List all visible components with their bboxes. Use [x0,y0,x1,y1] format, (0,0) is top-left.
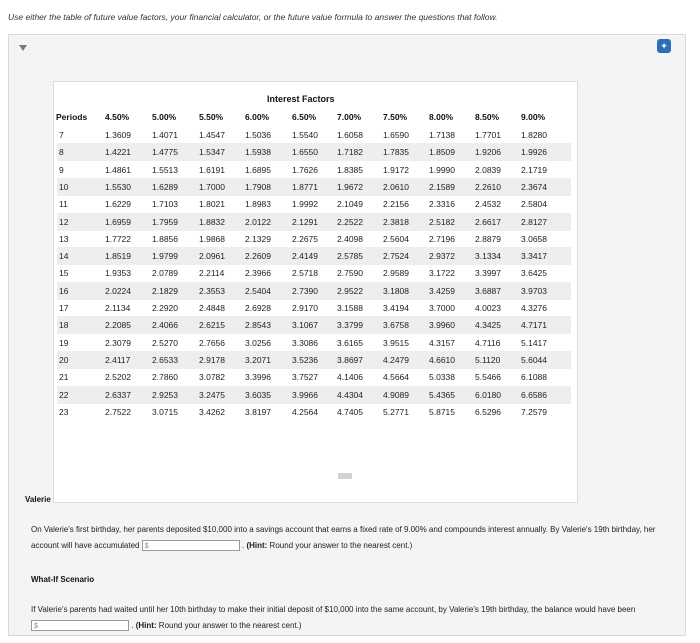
hint-text: Round your answer to the nearest cent.) [156,621,302,630]
factor-cell: 1.7626 [292,164,318,175]
table-header-row [9,112,609,124]
factor-cell: 2.1134 [105,303,131,313]
factor-cell: 4.7405 [337,406,363,417]
factor-cell: 4.2564 [292,406,318,417]
factor-cell: 2.4098 [337,233,363,244]
factor-cell: 4.3276 [521,303,547,313]
rate-header: 7.50% [383,112,408,122]
factor-cell: 3.6425 [521,268,547,279]
factor-cell: 2.1291 [292,216,318,227]
factor-cell: 2.4532 [475,199,501,210]
factor-cell: 1.9990 [429,164,455,175]
factor-cell: 3.4262 [199,406,225,417]
factor-cell: 3.1808 [383,285,409,296]
period-cell: 7 [59,130,64,140]
hint-label: (Hint: [246,541,268,550]
factor-cell: 3.8197 [245,406,271,417]
table-row [57,178,571,196]
valerie-question-text: On Valerie's first birthday, her parents deposited $10,000 into a savings account that earns a fixed rate of 9.00% and compounds interest annually. By Valerie's 19th birthday, her account will have accumulated [31,525,656,550]
factor-cell: 1.8856 [152,233,178,244]
factor-cell: 2.9589 [383,268,409,279]
rate-header: 5.50% [199,112,224,122]
factor-cell: 5.2771 [383,406,409,417]
factor-cell: 1.9172 [383,164,409,175]
rate-header: 4.50% [105,112,130,122]
factor-cell: 4.4304 [337,389,363,400]
factor-cell: 2.9253 [152,389,178,400]
factor-cell: 1.7182 [337,147,363,158]
factor-cell: 3.7000 [429,303,455,313]
factor-cell: 2.1049 [337,199,363,210]
period-cell: 12 [59,216,69,227]
factor-cell: 1.7722 [105,233,131,244]
table-row [57,195,571,213]
factor-cell: 1.9992 [292,199,318,210]
factor-cell: 2.2114 [199,268,225,279]
factor-cell: 3.8697 [337,354,363,365]
factor-cell: 1.8519 [105,251,131,262]
factor-cell: 2.0961 [199,251,225,262]
valerie-question [31,522,671,554]
factor-cell: 4.3425 [475,320,501,331]
what-if-hint: . (Hint: Round your answer to the nearest cent.) [131,621,302,630]
factor-cell: 5.6044 [521,354,547,365]
period-cell: 14 [59,251,69,262]
factor-cell: 2.7590 [337,268,363,279]
factor-cell: 2.0610 [383,181,409,192]
factor-cell: 3.2475 [199,389,225,400]
factor-cell: 1.9353 [105,268,131,279]
factor-cell: 2.9178 [199,354,225,365]
factor-cell: 3.3799 [337,320,363,331]
factor-cell: 2.1829 [152,285,178,296]
factor-cell: 4.7116 [475,337,501,348]
factor-cell: 1.7908 [245,181,271,192]
factor-cell: 1.7701 [475,130,501,140]
factor-cell: 1.5347 [199,147,225,158]
factor-cell: 2.5785 [337,251,363,262]
factor-cell: 3.0658 [521,233,547,244]
factor-cell: 3.6758 [383,320,409,331]
factor-cell: 2.3674 [521,181,547,192]
factor-cell: 5.8715 [429,406,455,417]
factor-cell: 3.6887 [475,285,501,296]
factor-cell: 3.0782 [199,372,225,383]
table-title: Interest Factors [267,94,335,104]
factor-cell: 2.5270 [152,337,178,348]
factor-cell: 3.0715 [152,406,178,417]
factor-cell: 2.0839 [475,164,501,175]
table-row [57,143,571,161]
factor-cell: 1.5540 [292,130,318,140]
factor-cell: 1.7000 [199,181,225,192]
factor-cell: 1.4861 [105,164,131,175]
factor-cell: 5.5466 [475,372,501,383]
factor-cell: 1.7138 [429,130,455,140]
factor-cell: 2.7860 [152,372,178,383]
factor-cell: 4.6610 [429,354,455,365]
periods-header: Periods [56,112,88,122]
period-cell: 10 [59,181,69,192]
factor-cell: 6.5296 [475,406,501,417]
table-row [57,316,571,334]
factor-cell: 2.4066 [152,320,178,331]
factor-cell: 1.4221 [105,147,131,158]
factor-cell: 2.3553 [199,285,225,296]
horizontal-scrollbar[interactable] [338,473,352,479]
factor-cell: 2.8543 [245,320,271,331]
factor-cell: 1.9926 [521,147,547,158]
factor-cell: 3.5236 [292,354,318,365]
question-panel [8,34,686,636]
rate-header: 5.00% [152,112,177,122]
rate-header: 8.50% [475,112,500,122]
factor-cell: 1.5513 [152,164,178,175]
valerie-label: Valerie [25,495,51,504]
factor-cell: 2.3316 [429,199,455,210]
factor-cell: 1.5036 [245,130,271,140]
period-cell: 18 [59,320,69,331]
factor-cell: 3.3996 [245,372,271,383]
factor-cell: 1.4071 [152,130,178,140]
factor-cell: 3.3997 [475,268,501,279]
factor-cell: 1.9799 [152,251,178,262]
rate-header: 7.00% [337,112,362,122]
table-row [57,368,571,386]
factor-cell: 2.7656 [199,337,225,348]
factor-cell: 3.4194 [383,303,409,313]
factor-cell: 2.2522 [337,216,363,227]
factor-cell: 3.0256 [245,337,271,348]
table-row [57,282,571,300]
rate-header: 9.00% [521,112,546,122]
factor-cell: 2.4149 [292,251,318,262]
factor-cell: 5.4365 [429,389,455,400]
period-cell: 21 [59,372,69,383]
period-cell: 9 [59,164,64,175]
factor-cell: 4.7171 [521,320,547,331]
factor-cell: 3.1334 [475,251,501,262]
factor-cell: 3.3417 [521,251,547,262]
factor-cell: 1.7835 [383,147,409,158]
factor-cell: 2.6215 [199,320,225,331]
period-cell: 22 [59,389,69,400]
factor-cell: 1.6895 [245,164,271,175]
factor-cell: 6.0180 [475,389,501,400]
table-row [57,161,571,179]
what-if-question-text: If Valerie's parents had waited until her 10th birthday to make their initial deposit of $10,000 into the same account, by Valerie's 19th birthday, the balance would have been [31,605,636,614]
factor-cell: 2.2920 [152,303,178,313]
factor-cell: 1.5530 [105,181,131,192]
factor-cell: 2.5804 [521,199,547,210]
factor-cell: 3.3086 [292,337,318,348]
factor-cell: 2.5604 [383,233,409,244]
factor-cell: 6.1088 [521,372,547,383]
factor-cell: 1.6058 [337,130,363,140]
factor-cell: 2.3079 [105,337,131,348]
factor-cell: 3.7527 [292,372,318,383]
table-row [57,247,571,265]
factor-cell: 1.3609 [105,130,131,140]
factor-cell: 2.6928 [245,303,271,313]
factor-cell: 4.2479 [383,354,409,365]
factor-cell: 2.5718 [292,268,318,279]
factor-cell: 2.5202 [105,372,131,383]
factor-cell: 3.9515 [383,337,409,348]
factor-cell: 1.8771 [292,181,318,192]
factor-cell: 5.0338 [429,372,455,383]
factor-cell: 2.9170 [292,303,318,313]
factor-cell: 6.6586 [521,389,547,400]
factor-cell: 2.2675 [292,233,318,244]
factor-cell: 2.2156 [383,199,409,210]
factor-cell: 1.8983 [245,199,271,210]
table-row [57,351,571,369]
factor-cell: 3.6165 [337,337,363,348]
pin-icon[interactable]: ✦ [657,39,671,53]
factor-cell: 3.1722 [429,268,455,279]
rate-header: 6.50% [292,112,317,122]
factor-cell: 3.1588 [337,303,363,313]
valerie-answer-input[interactable] [142,540,240,551]
period-cell: 17 [59,303,69,313]
instruction-text: Use either the table of future value factors, your financial calculator, or the future value formula to answer the questions that follow. [8,12,498,22]
collapse-arrow-icon[interactable] [19,45,27,51]
factor-cell: 3.9966 [292,389,318,400]
period-cell: 13 [59,233,69,244]
factor-cell: 5.1417 [521,337,547,348]
factor-cell: 4.1406 [337,372,363,383]
period-cell: 19 [59,337,69,348]
table-row [57,213,571,231]
factor-cell: 1.9206 [475,147,501,158]
factor-cell: 1.8021 [199,199,225,210]
factor-cell: 1.7959 [152,216,178,227]
factor-cell: 2.2085 [105,320,131,331]
period-cell: 15 [59,268,69,279]
hint-label: (Hint: [135,621,157,630]
factor-cell: 1.6590 [383,130,409,140]
factor-cell: 1.8509 [429,147,455,158]
factor-cell: 3.4259 [429,285,455,296]
table-row [57,403,571,421]
table-row [57,386,571,404]
rate-header: 8.00% [429,112,454,122]
factor-cell: 2.2609 [245,251,271,262]
factor-cell: 4.3157 [429,337,455,348]
factor-cell: 3.6035 [245,389,271,400]
factor-cell: 2.6337 [105,389,131,400]
factor-cell: 2.6533 [152,354,178,365]
factor-cell: 5.1120 [475,354,501,365]
factor-cell: 2.7196 [429,233,455,244]
factor-cell: 1.6229 [105,199,131,210]
period-cell: 20 [59,354,69,365]
factor-cell: 4.9089 [383,389,409,400]
factor-cell: 2.7522 [105,406,131,417]
table-row [57,230,571,248]
factor-cell: 7.2579 [521,406,547,417]
factor-cell: 1.6550 [292,147,318,158]
factor-cell: 2.0224 [105,285,131,296]
dollar-prefix: $ [34,623,38,631]
factor-cell: 3.9703 [521,285,547,296]
factor-cell: 2.8879 [475,233,501,244]
factor-cell: 2.6617 [475,216,501,227]
factor-cell: 1.7103 [152,199,178,210]
what-if-question [31,602,671,634]
factor-cell: 2.3966 [245,268,271,279]
what-if-label: What-If Scenario [31,575,95,584]
table-row [57,264,571,282]
factor-cell: 2.4848 [199,303,225,313]
factor-cell: 2.7524 [383,251,409,262]
factor-cell: 1.6191 [199,164,225,175]
factor-cell: 1.4775 [152,147,178,158]
factor-cell: 1.8832 [199,216,225,227]
factor-cell: 2.8127 [521,216,547,227]
period-cell: 8 [59,147,64,158]
period-cell: 16 [59,285,69,296]
factor-cell: 1.4547 [199,130,225,140]
factor-cell: 2.0789 [152,268,178,279]
factor-cell: 4.0023 [475,303,501,313]
factor-cell: 3.1067 [292,320,318,331]
factor-cell: 2.4117 [105,354,131,365]
factor-cell: 1.8280 [521,130,547,140]
valerie-hint: . (Hint: Round your answer to the nearest cent.) [241,541,413,550]
factor-cell: 1.6289 [152,181,178,192]
rate-header: 6.00% [245,112,270,122]
factor-cell: 2.5182 [429,216,455,227]
table-row [57,299,571,317]
factor-cell: 1.9868 [199,233,225,244]
factor-cell: 2.9372 [429,251,455,262]
factor-cell: 4.5664 [383,372,409,383]
factor-cell: 2.1589 [429,181,455,192]
factor-cell: 2.3818 [383,216,409,227]
dollar-prefix: $ [144,543,149,551]
factor-cell: 2.2610 [475,181,501,192]
factor-cell: 1.6959 [105,216,131,227]
factor-cell: 3.9960 [429,320,455,331]
factor-cell: 1.8385 [337,164,363,175]
factor-cell: 2.0122 [245,216,271,227]
factor-cell: 2.7390 [292,285,318,296]
factor-cell: 1.9672 [337,181,363,192]
factor-cell: 3.2071 [245,354,271,365]
factor-cell: 1.5938 [245,147,271,158]
period-cell: 11 [59,199,68,210]
table-row [57,126,571,144]
factor-cell: 2.1719 [521,164,547,175]
what-if-answer-input[interactable] [31,620,129,631]
factor-cell: 2.9522 [337,285,363,296]
factor-cell: 2.1329 [245,233,271,244]
hint-text: Round your answer to the nearest cent.) [267,541,413,550]
period-cell: 23 [59,406,69,417]
factor-cell: 2.5404 [245,285,271,296]
table-row [57,334,571,352]
